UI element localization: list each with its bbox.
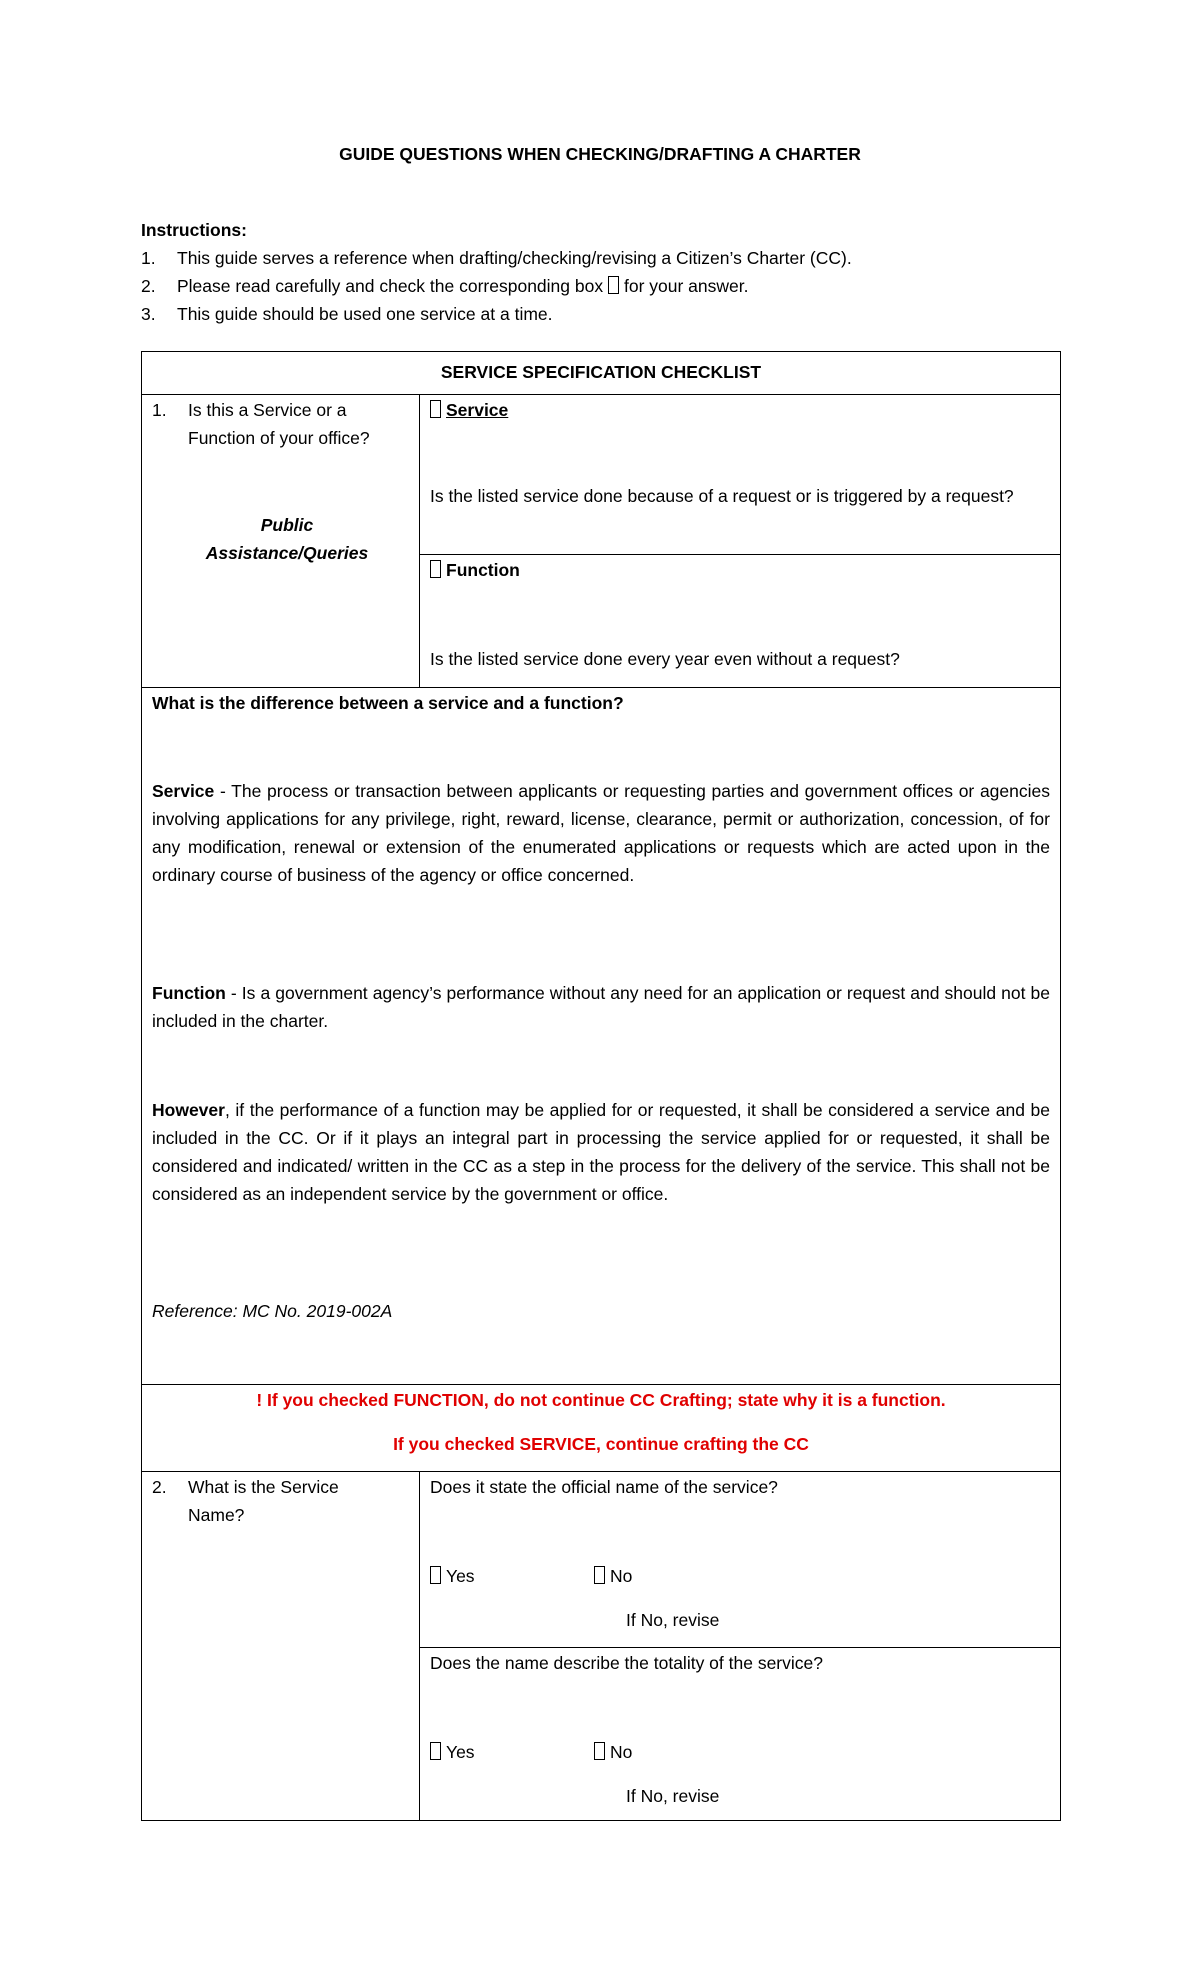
definition: , if the performance of a function may be applied for or requested, it shall be considered a service and be included in the CC. Or if it plays an integral part in processing the service applied for or requested, it shall be considered and indicated/ written in the CC as a step in the process for the delivery of the service. This shall not be considered as an independent service by the government or office. (152, 1100, 1050, 1204)
checkbox-icon[interactable] (430, 400, 441, 418)
item-number: 2. (141, 276, 156, 296)
answer-line: Assistance/Queries (205, 543, 369, 563)
option-label: Function (446, 560, 520, 580)
however-note (152, 1096, 1050, 1208)
term: However (152, 1100, 225, 1120)
no-option[interactable] (594, 1562, 632, 1590)
reference: Reference: MC No. 2019-002A (152, 1301, 393, 1321)
definition: - Is a government agency’s performance without any need for an application or request and should not be included in the charter. (152, 983, 1050, 1031)
checkbox-icon[interactable] (430, 1742, 441, 1760)
option-function[interactable] (430, 556, 520, 584)
question-number: 1. (152, 400, 167, 420)
definitions-heading: What is the difference between a service and a function? (152, 693, 624, 713)
no-option[interactable] (594, 1738, 632, 1766)
function-question: Is the listed service done every year even without a request? (430, 649, 900, 669)
question-1 (152, 396, 412, 452)
service-question: Is the listed service done because of a request or is triggered by a request? (430, 486, 1014, 506)
option-service[interactable] (430, 396, 508, 424)
answer-service-name (182, 511, 392, 567)
option-label: No (610, 1566, 633, 1586)
question-number: 2. (152, 1477, 167, 1497)
checkbox-icon[interactable] (594, 1742, 605, 1760)
question-text: Is this a Service or a Function of your office? (188, 400, 370, 448)
function-definition (152, 979, 1050, 1035)
item-text: This guide serves a reference when drafting/checking/revising a Citizen’s Charter (CC). (177, 248, 852, 268)
option-label: Service (446, 400, 509, 420)
sub-question: Does it state the official name of the service? (430, 1477, 778, 1497)
function-warning: ! If you checked FUNCTION, do not continue CC Crafting; state why it is a function. (256, 1390, 946, 1410)
instructions (141, 216, 852, 328)
item-number: 1. (141, 248, 156, 268)
checklist-header: SERVICE SPECIFICATION CHECKLIST (440, 362, 762, 382)
item-text: for your answer. (623, 276, 749, 296)
yes-option[interactable] (430, 1562, 475, 1590)
question-text: What is the Service Name? (188, 1477, 339, 1525)
service-continue-note: If you checked SERVICE, continue crafting the CC (393, 1434, 809, 1454)
term: Function (152, 983, 226, 1003)
answer-line: Public (260, 515, 314, 535)
checkbox-icon[interactable] (430, 560, 441, 578)
service-specification-checklist (141, 351, 1061, 1821)
instruction-item (141, 300, 852, 328)
instructions-heading: Instructions: (141, 220, 247, 240)
service-definition (152, 777, 1050, 889)
revise-note: If No, revise (626, 1786, 720, 1806)
sub-question: Does the name describe the totality of the service? (430, 1653, 823, 1673)
instruction-item (141, 272, 852, 300)
option-label: Yes (446, 1566, 475, 1586)
checkbox-icon[interactable] (594, 1566, 605, 1584)
definition: - The process or transaction between applicants or requesting parties and government offices or agencies involving applications for any privilege, right, reward, license, clearance, permit or authorization, concession, of for any modification, renewal or extension of the enumerated applications or requests which are acted upon in the ordinary course of business of the agency or office concerned. (152, 781, 1050, 885)
instruction-item (141, 244, 852, 272)
yes-option[interactable] (430, 1738, 475, 1766)
checkbox-icon (608, 276, 619, 294)
term: Service (152, 781, 215, 801)
question-2 (152, 1473, 372, 1529)
option-label: No (610, 1742, 633, 1762)
item-text: This guide should be used one service at a time. (177, 304, 553, 324)
option-label: Yes (446, 1742, 475, 1762)
revise-note: If No, revise (626, 1610, 720, 1630)
checkbox-icon[interactable] (430, 1566, 441, 1584)
page-title: GUIDE QUESTIONS WHEN CHECKING/DRAFTING A CHARTER (339, 144, 861, 164)
item-number: 3. (141, 304, 156, 324)
item-text: Please read carefully and check the corresponding box (177, 276, 604, 296)
